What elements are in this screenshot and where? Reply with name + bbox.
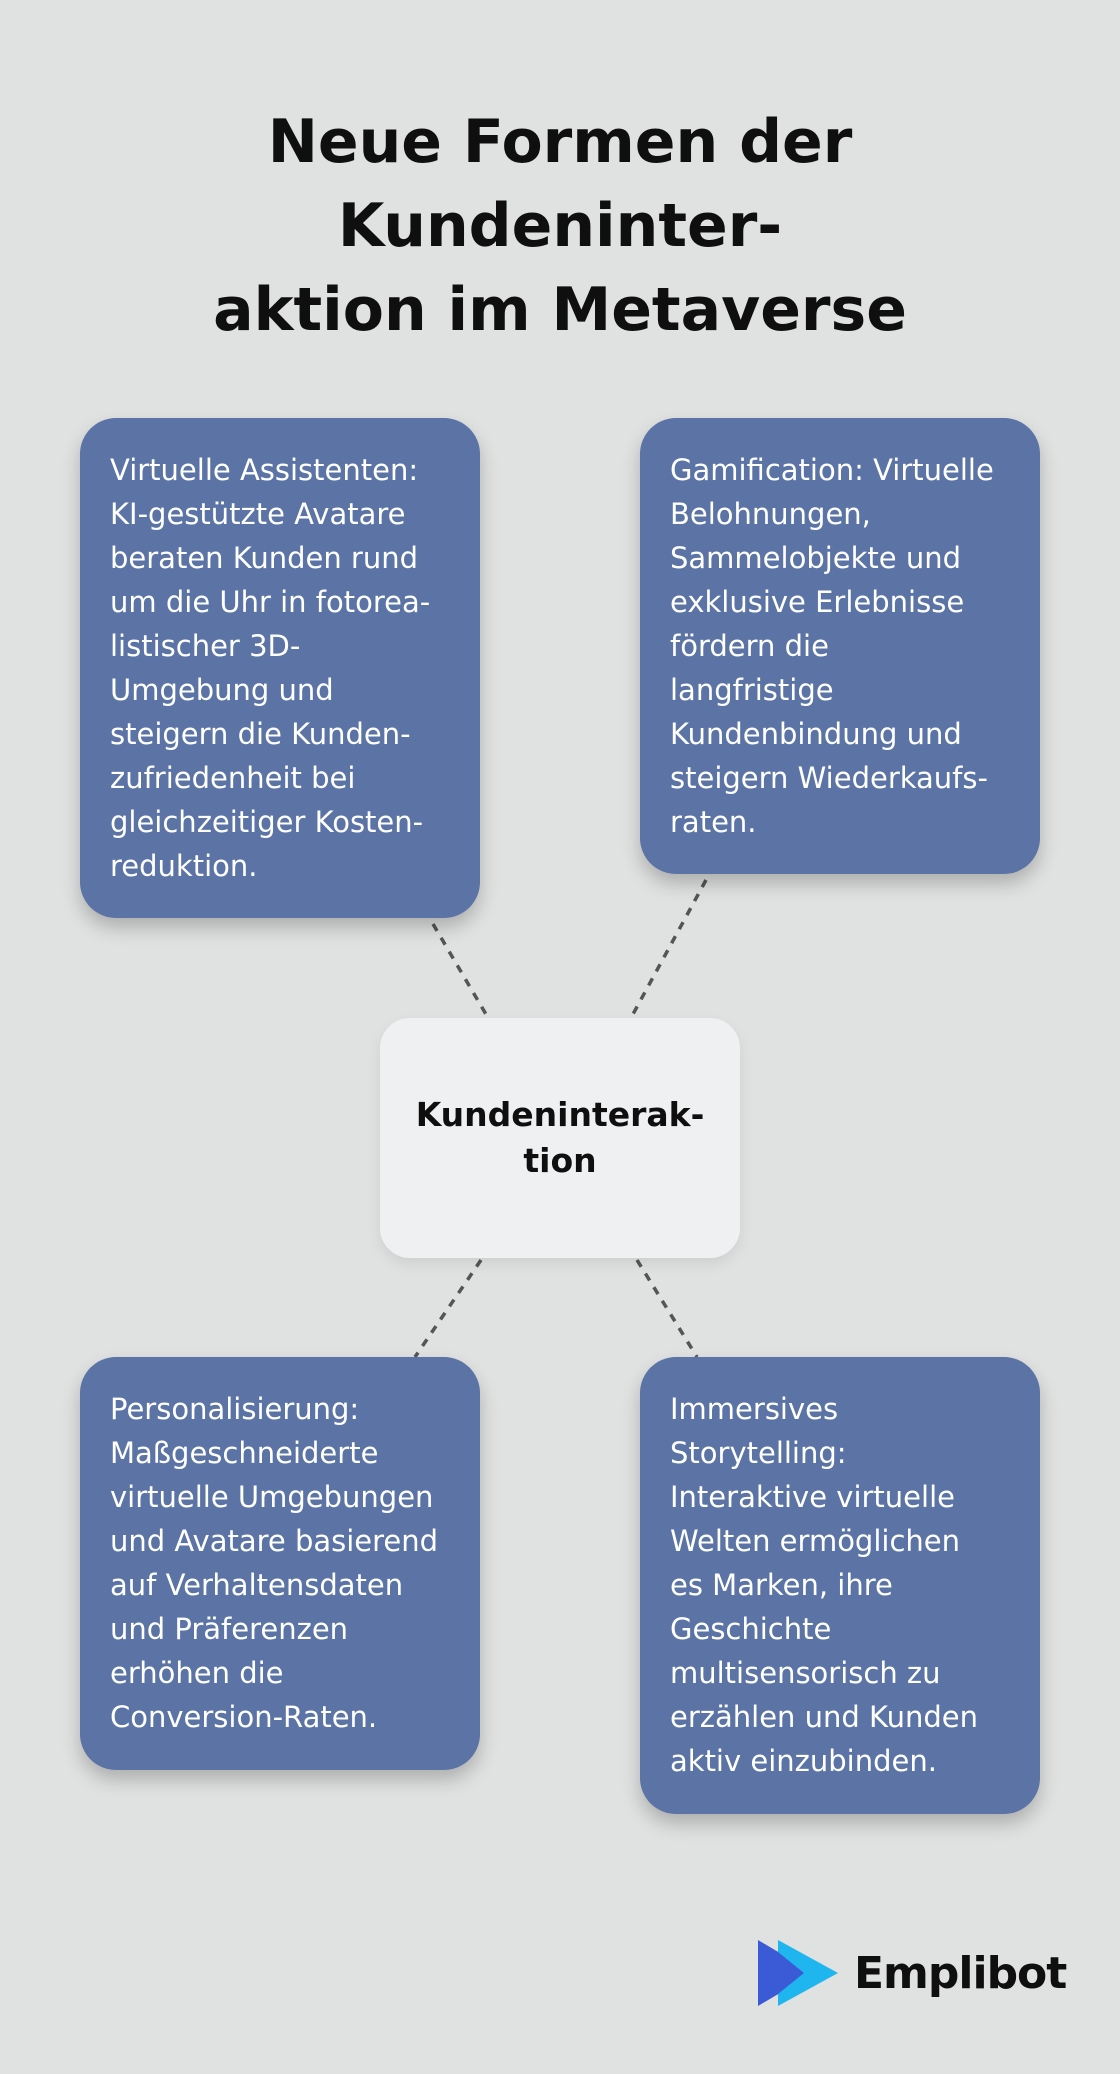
connector-bottom-left — [415, 1260, 481, 1357]
play-arrow-logo-icon — [756, 1938, 840, 2008]
connector-bottom-right — [637, 1260, 697, 1357]
brand-name: Emplibot — [854, 1947, 1067, 1999]
title-line-1: Neue Formen der Kundeninter- — [267, 107, 853, 261]
connector-top-right — [632, 880, 706, 1016]
card-personalization: Personalisierung: Maßgeschneiderte virtuelle Umgebungen und Avatare basierend auf Verhaltensdaten und Präferenzen erhöhen die Conversion-Raten. — [80, 1357, 480, 1770]
brand-logo — [756, 1938, 1066, 2008]
card-gamification: Gamification: Virtuelle Belohnungen, Sammelobjekte und exklusive Erlebnisse fördern die langfristige Kundenbindung und steigern Wiederkaufs- raten. — [640, 418, 1040, 874]
card-virtual-assistants: Virtuelle Assistenten: KI-gestützte Avatare beraten Kunden rund um die Uhr in fotorea- listischer 3D- Umgebung und steigern die Kunden- zufriedenheit bei gleichzeitiger Kosten- reduktion. — [80, 418, 480, 918]
center-node-label: Kundeninterak- tion — [415, 1095, 705, 1180]
title-line-2: aktion im Metaverse — [213, 275, 907, 345]
connector-top-left — [433, 924, 487, 1016]
card-immersive-storytelling: Immersives Storytelling: Interaktive virtuelle Welten ermöglichen es Marken, ihre Geschichte multisensorisch zu erzählen und Kunden aktiv einzubinden. — [640, 1357, 1040, 1814]
center-node — [380, 1018, 740, 1258]
